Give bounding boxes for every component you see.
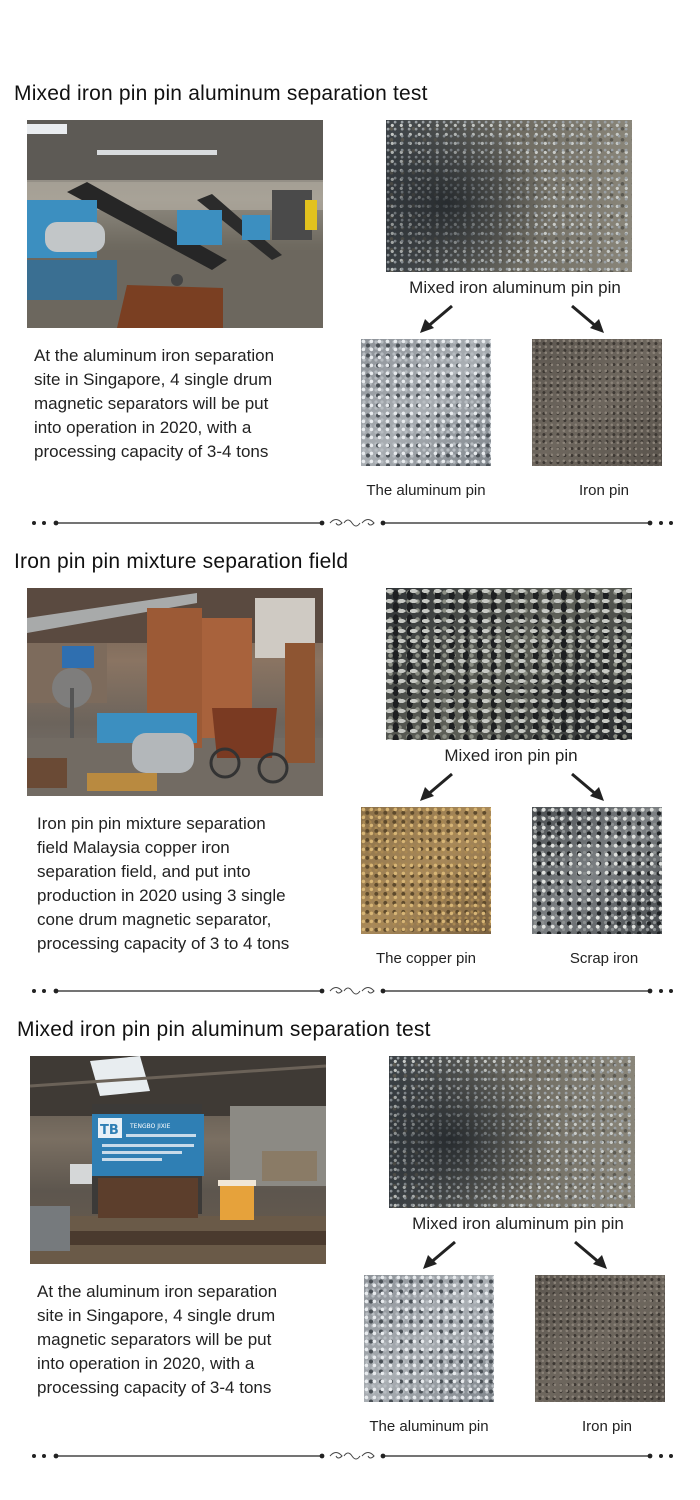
mixed-material-label: Mixed iron pin pin <box>444 746 578 765</box>
site-photo <box>27 588 323 796</box>
site-photo <box>27 120 323 328</box>
scrap-iron-photo <box>532 807 662 934</box>
arrow-down-right-icon <box>566 304 606 334</box>
left-result-label: The copper pin <box>375 950 477 967</box>
mixed-material-photo <box>386 588 632 740</box>
separation-section-2 <box>0 550 700 1020</box>
section-divider <box>30 1448 675 1464</box>
scroll-ornament-icon <box>330 988 374 995</box>
right-result-label: Iron pin <box>578 482 630 499</box>
arrow-down-left-icon <box>421 1240 461 1270</box>
aluminum-pin-photo <box>364 1275 494 1402</box>
section-divider <box>30 983 675 999</box>
arrow-down-right-icon <box>566 772 606 802</box>
iron-pin-photo <box>532 339 662 466</box>
branded-separator-illustration <box>30 1056 326 1264</box>
right-result-label: Scrap iron <box>569 950 639 967</box>
machine-logo: TB <box>100 1123 119 1138</box>
arrow-down-left-icon <box>418 304 458 334</box>
separator-machine-illustration <box>27 588 323 796</box>
machine-brand: TENGBO JIXIE <box>130 1123 171 1130</box>
copper-pin-photo <box>361 807 491 934</box>
separation-section-3 <box>0 1018 700 1488</box>
section-description: Iron pin pin mixture separation field Malaysia copper iron separation field, and put into production in 2020 using 3 single cone drum magnetic separator, processing capacity of 3 to 4 tons <box>37 814 290 953</box>
left-result-label: The aluminum pin <box>369 1418 489 1435</box>
aluminum-pin-photo <box>361 339 491 466</box>
scroll-ornament-icon <box>330 520 374 527</box>
section-title: Mixed iron pin pin aluminum separation test <box>17 1018 431 1041</box>
mixed-material-label: Mixed iron aluminum pin pin <box>409 278 621 297</box>
section-description: At the aluminum iron separation site in Singapore, 4 single drum magnetic separators will be put into operation in 2020, with a processing capacity of 3-4 tons <box>37 1282 278 1397</box>
section-divider <box>30 515 675 531</box>
right-result-label: Iron pin <box>581 1418 633 1435</box>
arrow-down-right-icon <box>569 1240 609 1270</box>
conveyor-machines-illustration <box>27 120 323 328</box>
mixed-material-photo <box>389 1056 635 1208</box>
iron-pin-photo <box>535 1275 665 1402</box>
scroll-ornament-icon <box>330 1453 374 1460</box>
separation-section-1 <box>0 82 700 552</box>
section-description: At the aluminum iron separation site in Singapore, 4 single drum magnetic separators will be put into operation in 2020, with a processing capacity of 3-4 tons <box>34 346 275 461</box>
left-result-label: The aluminum pin <box>366 482 486 499</box>
mixed-material-label: Mixed iron aluminum pin pin <box>412 1214 624 1233</box>
site-photo <box>30 1056 326 1264</box>
section-title: Iron pin pin mixture separation field <box>14 550 349 573</box>
mixed-material-photo <box>386 120 632 272</box>
arrow-down-left-icon <box>418 772 458 802</box>
section-title: Mixed iron pin pin aluminum separation test <box>14 82 428 105</box>
